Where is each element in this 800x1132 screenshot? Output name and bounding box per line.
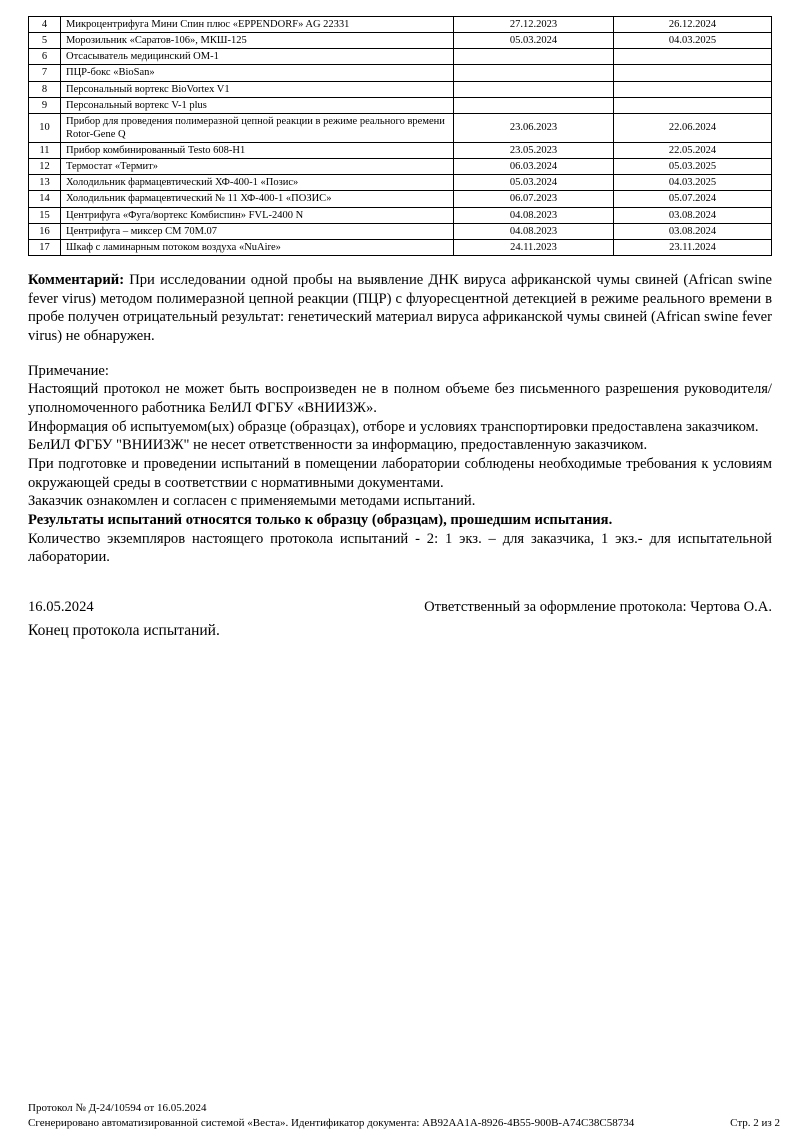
table-row: [29, 113, 772, 142]
verification-date: [454, 81, 614, 97]
footer-protocol-number: Протокол № Д-24/10594 от 16.05.2024: [28, 1102, 207, 1115]
valid-until-date: [614, 49, 772, 65]
verification-date: [454, 97, 614, 113]
valid-until-date: 05.03.2025: [614, 159, 772, 175]
equipment-name: Прибор для проведения полимеразной цепной реакции в режиме реального времени Rotor-Gene Q: [61, 113, 454, 142]
comment-paragraph: [28, 271, 772, 346]
row-number: 7: [29, 65, 61, 81]
table-row: [29, 191, 772, 207]
row-number: 9: [29, 97, 61, 113]
verification-date: 23.06.2023: [454, 113, 614, 142]
equipment-name: Шкаф с ламинарным потоком воздуха «NuAire»: [61, 239, 454, 255]
note-paragraph: Заказчик ознакомлен и согласен с применяемыми методами испытаний.: [28, 493, 476, 510]
verification-date: 23.05.2023: [454, 143, 614, 159]
verification-date: 04.08.2023: [454, 207, 614, 223]
row-number: 4: [29, 17, 61, 33]
equipment-name: Персональный вортекс V-1 plus: [61, 97, 454, 113]
row-number: 12: [29, 159, 61, 175]
valid-until-date: 22.05.2024: [614, 143, 772, 159]
equipment-name: ПЦР-бокс «BioSan»: [61, 65, 454, 81]
row-number: 8: [29, 81, 61, 97]
note-paragraph: При подготовке и проведении испытаний в помещении лаборатории соблюдены необходимые требования к условиям окружающей среды в соответствии с нормативными документами.: [28, 455, 772, 491]
verification-date: 27.12.2023: [454, 17, 614, 33]
note-paragraph: Информация об испытуемом(ых) образце (образцах), отборе и условиях транспортировки предоставлена заказчиком.: [28, 418, 759, 435]
table-row: [29, 81, 772, 97]
valid-until-date: 22.06.2024: [614, 113, 772, 142]
footer-page-number: Стр. 2 из 2: [730, 1116, 780, 1129]
equipment-name: Центрифуга – миксер СМ 70М.07: [61, 223, 454, 239]
equipment-name: Термостат «Термит»: [61, 159, 454, 175]
end-of-protocol: Конец протокола испытаний.: [28, 621, 220, 639]
row-number: 14: [29, 191, 61, 207]
note-paragraph-results: Результаты испытаний относятся только к образцу (образцам), прошедшим испытания.: [28, 511, 613, 528]
valid-until-date: 03.08.2024: [614, 207, 772, 223]
valid-until-date: 23.11.2024: [614, 239, 772, 255]
row-number: 6: [29, 49, 61, 65]
row-number: 17: [29, 239, 61, 255]
table-row: [29, 175, 772, 191]
verification-date: [454, 49, 614, 65]
valid-until-date: 03.08.2024: [614, 223, 772, 239]
table-row: [29, 97, 772, 113]
equipment-name: Отсасыватель медицинский ОМ-1: [61, 49, 454, 65]
notes-title: Примечание:: [28, 362, 109, 379]
verification-date: 24.11.2023: [454, 239, 614, 255]
equipment-name: Центрифуга «Фуга/вортекс Комбиспин» FVL-2400 N: [61, 207, 454, 223]
table-row: [29, 159, 772, 175]
table-row: [29, 143, 772, 159]
table-row: [29, 49, 772, 65]
row-number: 11: [29, 143, 61, 159]
comment-label: Комментарий:: [28, 271, 125, 288]
valid-until-date: 05.07.2024: [614, 191, 772, 207]
protocol-date: 16.05.2024: [28, 598, 94, 615]
equipment-name: Прибор комбинированный Testo 608-H1: [61, 143, 454, 159]
verification-date: 06.07.2023: [454, 191, 614, 207]
note-paragraph: Количество экземпляров настоящего протокола испытаний - 2: 1 экз. – для заказчика, 1 экз.- для испытательной лаборатории.: [28, 530, 772, 566]
valid-until-date: [614, 97, 772, 113]
table-row: [29, 207, 772, 223]
equipment-table-body: [29, 17, 772, 256]
responsible-person: Ответственный за оформление протокола: Чертова О.А.: [424, 598, 772, 615]
valid-until-date: [614, 81, 772, 97]
valid-until-date: 26.12.2024: [614, 17, 772, 33]
valid-until-date: [614, 65, 772, 81]
document-footer: [28, 1101, 780, 1130]
footer-generated-row: [28, 1116, 780, 1130]
equipment-name: Микроцентрифуга Мини Спин плюс «EPPENDORF» AG 22331: [61, 17, 454, 33]
note-paragraph: БелИЛ ФГБУ "ВНИИЗЖ" не несет ответственности за информацию, предоставленную заказчиком.: [28, 437, 648, 454]
row-number: 10: [29, 113, 61, 142]
equipment-name: Персональный вортекс BioVortex V1: [61, 81, 454, 97]
verification-date: [454, 65, 614, 81]
signature-row: [28, 599, 772, 616]
footer-generated-text: Сгенерировано автоматизированной системой «Веста». Идентификатор документа: AB92AA1A-8926-4B55-900B-A74C38C58734: [28, 1116, 635, 1129]
verification-date: 05.03.2024: [454, 175, 614, 191]
equipment-name: Холодильник фармацевтический ХФ-400-1 «Позис»: [61, 175, 454, 191]
row-number: 16: [29, 223, 61, 239]
valid-until-date: 04.03.2025: [614, 175, 772, 191]
table-row: [29, 17, 772, 33]
row-number: 5: [29, 33, 61, 49]
note-paragraph: Настоящий протокол не может быть воспроизведен не в полном объеме без письменного разрешения руководителя/уполномоченного работника БелИЛ ФГБУ «ВНИИЗЖ».: [28, 381, 772, 416]
table-row: [29, 223, 772, 239]
verification-date: 06.03.2024: [454, 159, 614, 175]
verification-date: 04.08.2023: [454, 223, 614, 239]
equipment-name: Холодильник фармацевтический № 11 ХФ-400-1 «ПОЗИС»: [61, 191, 454, 207]
row-number: 15: [29, 207, 61, 223]
comment-text: При исследовании одной пробы на выявление ДНК вируса африканской чумы свиней (African swine fever virus) методом полимеразной цепной реакции (ПЦР) с флуоресцентной детекцией в режиме реального времени в пробе получен отрицательный результат: генетический материал вируса африканской чумы свиней (African swine fever virus) не обнаружен.: [28, 271, 772, 344]
valid-until-date: 04.03.2025: [614, 33, 772, 49]
notes-section: [28, 362, 772, 567]
verification-date: 05.03.2024: [454, 33, 614, 49]
equipment-table: [28, 16, 772, 256]
table-row: [29, 65, 772, 81]
row-number: 13: [29, 175, 61, 191]
table-row: [29, 239, 772, 255]
equipment-name: Морозильник «Саратов-106», МКШ-125: [61, 33, 454, 49]
table-row: [29, 33, 772, 49]
